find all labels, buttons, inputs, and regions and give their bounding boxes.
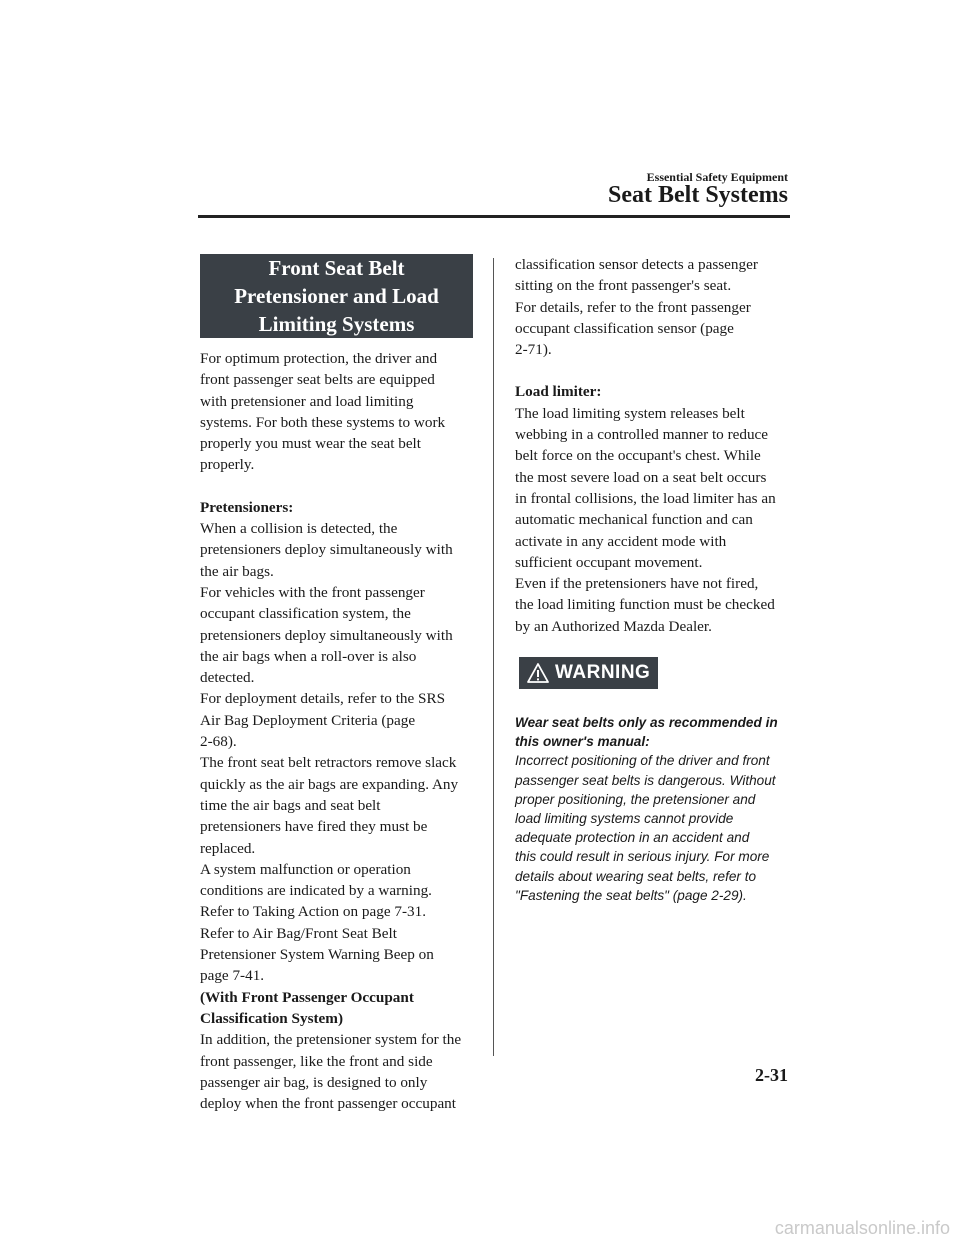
text-line: automatic mechanical function and can bbox=[515, 511, 753, 529]
text-line: A system malfunction or operation bbox=[200, 860, 411, 878]
right-body bbox=[515, 254, 795, 637]
text-line: classification sensor detects a passenger bbox=[515, 256, 758, 273]
text-line: front passenger seat belts are equipped bbox=[200, 371, 435, 389]
text-line: Air Bag Deployment Criteria (page bbox=[200, 711, 416, 729]
text-line: page 7-41. bbox=[200, 967, 265, 985]
text-line: the most severe load on a seat belt occurs bbox=[515, 468, 767, 486]
text-line: occupant classification system, the bbox=[200, 605, 411, 623]
text-line: time the air bags and seat belt bbox=[200, 796, 381, 814]
text-line: by an Authorized Mazda Dealer. bbox=[515, 617, 712, 635]
text-line: In addition, the pretensioner system for the bbox=[200, 1031, 462, 1049]
warning-title: Wear seat belts only as recommended in bbox=[515, 715, 778, 731]
warning-box bbox=[515, 657, 795, 905]
warning-triangle-icon bbox=[527, 663, 549, 683]
pretensioners-heading: Pretensioners: bbox=[200, 498, 294, 516]
text-line: with pretensioner and load limiting bbox=[200, 392, 414, 410]
text-line: replaced. bbox=[200, 839, 256, 857]
text-line: sitting on the front passenger's seat. bbox=[515, 277, 732, 295]
text-line: sufficient occupant movement. bbox=[515, 553, 703, 571]
continued-paragraph bbox=[515, 254, 795, 360]
text-line: quickly as the air bags are expanding. Any bbox=[200, 775, 459, 793]
text-line: For deployment details, refer to the SRS bbox=[200, 690, 446, 708]
text-line: Even if the pretensioners have not fired, bbox=[515, 575, 759, 593]
text-line: The front seat belt retractors remove slack bbox=[200, 754, 457, 772]
warning-line: load limiting systems cannot provide bbox=[515, 811, 734, 827]
text-line: webbing in a controlled manner to reduce bbox=[515, 426, 769, 444]
text-line: 2-71). bbox=[515, 341, 552, 359]
occupant-paragraph bbox=[200, 1029, 476, 1114]
text-line: detected. bbox=[200, 669, 255, 687]
warning-line: "Fastening the seat belts" (page 2-29). bbox=[515, 887, 747, 903]
text-line: deploy when the front passenger occupant bbox=[200, 1095, 456, 1113]
text-line: activate in any accident mode with bbox=[515, 532, 727, 550]
text-line: conditions are indicated by a warning. bbox=[200, 882, 432, 900]
page-number: 2-31 bbox=[755, 1065, 788, 1085]
text-line: pretensioners deploy simultaneously with bbox=[200, 626, 453, 644]
warning-line: adequate protection in an accident and bbox=[515, 830, 750, 846]
text-line: passenger air bag, is designed to only bbox=[200, 1073, 428, 1091]
section-heading bbox=[200, 254, 473, 338]
header-rule bbox=[198, 215, 790, 218]
warning-badge bbox=[519, 657, 658, 689]
text-line: properly. bbox=[200, 456, 255, 474]
section-heading-line: Limiting Systems bbox=[258, 312, 415, 336]
load-limiter-heading: Load limiter: bbox=[515, 383, 602, 401]
left-column bbox=[200, 254, 476, 1114]
warning-text bbox=[515, 713, 795, 905]
text-line: occupant classification sensor (page bbox=[515, 319, 734, 337]
watermark: carmanualsonline.info bbox=[774, 1218, 950, 1238]
warning-line: details about wearing seat belts, refer to bbox=[515, 868, 757, 884]
load-limiter-paragraph bbox=[515, 403, 795, 637]
text-line: front passenger, like the front and side bbox=[200, 1052, 433, 1070]
occupant-heading: Classification System) bbox=[200, 1009, 344, 1027]
text-line: the air bags. bbox=[200, 562, 274, 580]
warning-label: WARNING bbox=[555, 662, 651, 684]
intro-paragraph bbox=[200, 348, 476, 476]
warning-line: passenger seat belts is dangerous. Without bbox=[515, 772, 776, 788]
text-line: the load limiting function must be checked bbox=[515, 596, 775, 614]
warning-line: Incorrect positioning of the driver and front bbox=[515, 753, 770, 769]
text-line: Refer to Air Bag/Front Seat Belt bbox=[200, 924, 397, 942]
text-line: pretensioners have fired they must be bbox=[200, 818, 428, 836]
text-line: belt force on the occupant's chest. While bbox=[515, 447, 761, 465]
text-line: For vehicles with the front passenger bbox=[200, 583, 425, 601]
right-column bbox=[515, 254, 795, 905]
page-title: Seat Belt Systems bbox=[608, 182, 788, 208]
text-line: Refer to Taking Action on page 7-31. bbox=[200, 903, 426, 921]
text-line: When a collision is detected, the bbox=[200, 520, 398, 538]
text-line: in frontal collisions, the load limiter has an bbox=[515, 489, 776, 507]
text-line: The load limiting system releases belt bbox=[515, 404, 745, 422]
left-body bbox=[200, 348, 476, 1114]
column-divider bbox=[493, 258, 494, 1056]
occupant-heading: (With Front Passenger Occupant bbox=[200, 988, 414, 1006]
text-line: For optimum protection, the driver and bbox=[200, 350, 438, 367]
text-line: the air bags when a roll-over is also bbox=[200, 647, 417, 665]
text-line: 2-68). bbox=[200, 733, 237, 751]
text-line: Pretensioner System Warning Beep on bbox=[200, 946, 434, 964]
section-heading-line: Front Seat Belt bbox=[268, 256, 405, 280]
text-line: properly you must wear the seat belt bbox=[200, 435, 421, 453]
warning-line: proper positioning, the pretensioner and bbox=[515, 791, 756, 807]
pretensioners-paragraph bbox=[200, 518, 476, 987]
section-heading-line: Pretensioner and Load bbox=[234, 284, 439, 308]
warning-line: this could result in serious injury. For more bbox=[515, 849, 770, 865]
warning-title: this owner's manual: bbox=[515, 734, 650, 750]
text-line: systems. For both these systems to work bbox=[200, 413, 446, 431]
text-line: pretensioners deploy simultaneously with bbox=[200, 541, 453, 559]
text-line: For details, refer to the front passenger bbox=[515, 298, 751, 316]
section-label: Essential Safety Equipment bbox=[646, 170, 788, 184]
